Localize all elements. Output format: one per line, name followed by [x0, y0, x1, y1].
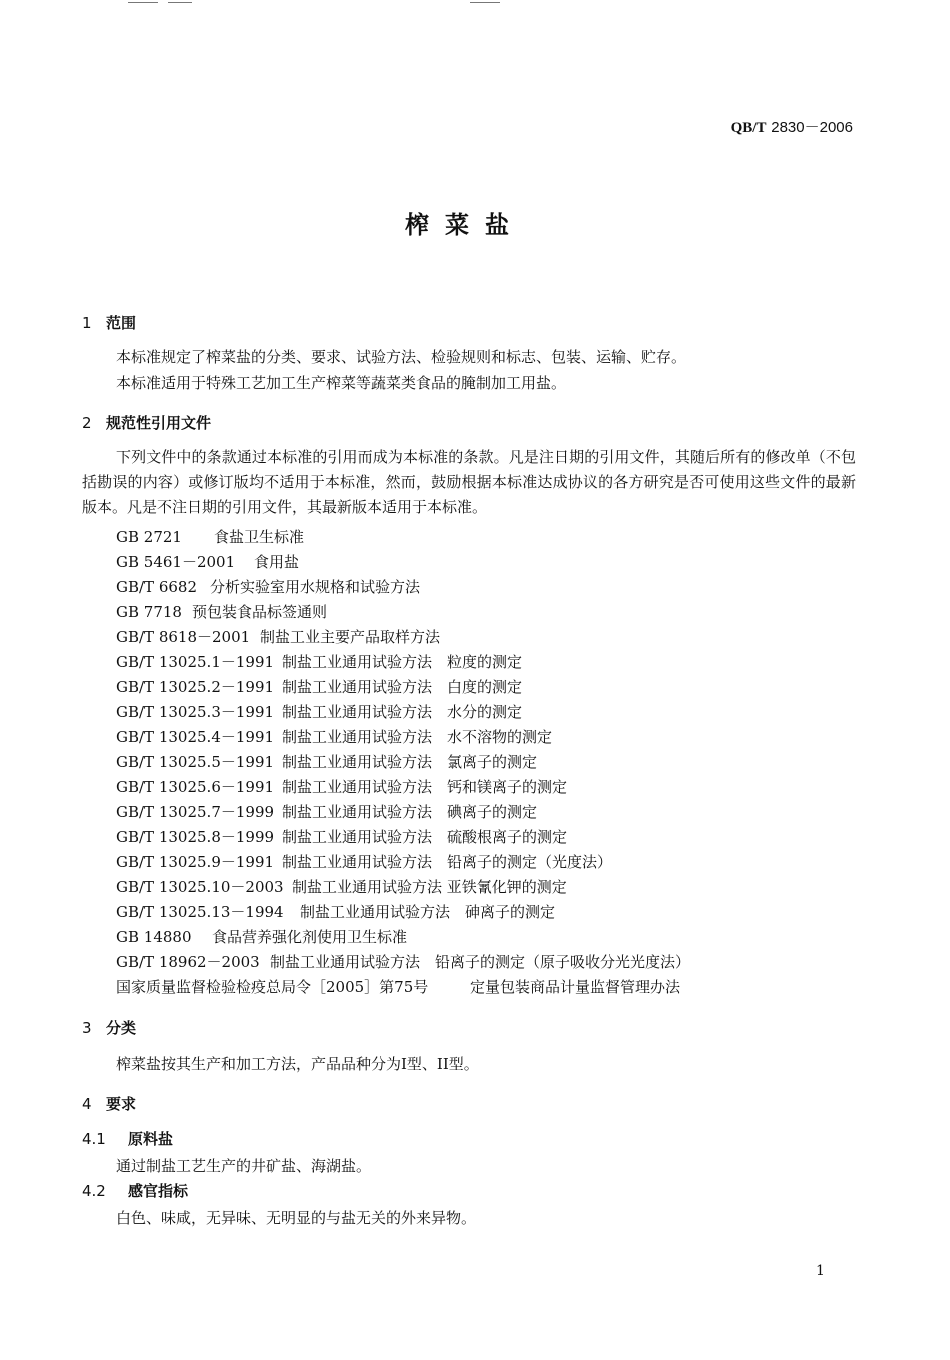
subsection-number: 4.2	[82, 1182, 106, 1200]
reference-item	[116, 601, 327, 622]
reference-item	[116, 751, 537, 772]
reference-title: 制盐工业通用试验方法 砷离子的测定	[300, 903, 556, 921]
section-number: 4	[82, 1095, 92, 1113]
subsection-title: 感官指标	[128, 1182, 189, 1200]
section-number: 3	[82, 1019, 92, 1037]
reference-code: GB/T 13025.6－1991	[116, 778, 275, 796]
section-4-heading	[82, 1093, 136, 1114]
reference-code: GB 5461－2001	[116, 553, 236, 571]
section-title: 范围	[106, 314, 137, 332]
reference-item	[116, 876, 567, 897]
reference-item	[116, 851, 612, 872]
reference-item	[116, 676, 522, 697]
reference-code: GB/T 13025.10－2003	[116, 878, 284, 896]
subsection-4-1-heading	[82, 1128, 173, 1149]
scan-top-marks	[0, 0, 950, 6]
reference-code: GB/T 13025.7－1999	[116, 803, 275, 821]
reference-code: GB 2721	[116, 528, 182, 546]
standard-number: 2830－2006	[771, 119, 853, 136]
reference-item	[116, 626, 440, 647]
subsection-title: 原料盐	[128, 1130, 174, 1148]
reference-title: 制盐工业通用试验方法 水分的测定	[282, 703, 523, 721]
page-number: 1	[816, 1263, 825, 1279]
reference-item	[116, 826, 567, 847]
reference-item	[116, 901, 555, 922]
reference-title: 预包装食品标签通则	[192, 603, 328, 621]
reference-code: 国家质量监督检验检疫总局令［2005］第75号	[116, 978, 429, 996]
document-title: 榨菜盐	[405, 211, 525, 239]
reference-code: GB/T 13025.4－1991	[116, 728, 275, 746]
reference-code: GB/T 18962－2003	[116, 953, 260, 971]
paragraph: 通过制盐工艺生产的井矿盐、海湖盐。	[116, 1157, 372, 1175]
subsection-4-2-heading	[82, 1180, 188, 1201]
reference-title: 制盐工业通用试验方法 铅离子的测定（原子吸收分光光度法）	[270, 953, 691, 971]
reference-title: 制盐工业通用试验方法 水不溶物的测定	[282, 728, 553, 746]
section-number: 1	[82, 314, 92, 332]
paragraph: 榨菜盐按其生产和加工方法，产品品种分为I型、II型。	[116, 1055, 479, 1073]
section-1-heading	[82, 312, 136, 333]
reference-title: 食盐卫生标准	[214, 528, 305, 546]
reference-title: 制盐工业通用试验方法 铅离子的测定（光度法）	[282, 853, 613, 871]
section-2-heading	[82, 412, 211, 433]
reference-title: 制盐工业通用试验方法 钙和镁离子的测定	[282, 778, 568, 796]
reference-title: 定量包装商品计量监督管理办法	[470, 978, 681, 996]
reference-code: GB/T 13025.9－1991	[116, 853, 275, 871]
reference-title: 制盐工业主要产品取样方法	[260, 628, 441, 646]
reference-title: 制盐工业通用试验方法 硫酸根离子的测定	[282, 828, 568, 846]
reference-code: GB 7718	[116, 603, 182, 621]
reference-title: 制盐工业通用试验方法 亚铁氰化钾的测定	[292, 878, 567, 896]
reference-code: GB/T 13025.1－1991	[116, 653, 275, 671]
reference-item	[116, 551, 299, 572]
reference-title: 制盐工业通用试验方法 白度的测定	[282, 678, 523, 696]
reference-title: 制盐工业通用试验方法 碘离子的测定	[282, 803, 538, 821]
section-title: 分类	[106, 1019, 137, 1037]
standard-code	[731, 116, 853, 137]
reference-item	[116, 951, 690, 972]
subsection-number: 4.1	[82, 1130, 106, 1148]
reference-code: GB/T 13025.13－1994	[116, 903, 284, 921]
reference-code: GB/T 13025.5－1991	[116, 753, 275, 771]
section-title: 规范性引用文件	[106, 414, 212, 432]
reference-code: GB/T 6682	[116, 578, 198, 596]
reference-code: GB/T 8618－2001	[116, 628, 251, 646]
reference-title: 食品营养强化剂使用卫生标准	[212, 928, 408, 946]
paragraph: 本标准适用于特殊工艺加工生产榨菜等蔬菜类食品的腌制加工用盐。	[116, 374, 567, 392]
reference-code: GB/T 13025.8－1999	[116, 828, 275, 846]
paragraph: 白色、味咸，无异味、无明显的与盐无关的外来异物。	[116, 1209, 477, 1227]
reference-item	[116, 776, 567, 797]
reference-code: GB/T 13025.2－1991	[116, 678, 275, 696]
reference-item	[116, 801, 537, 822]
reference-title: 制盐工业通用试验方法 氯离子的测定	[282, 753, 538, 771]
reference-item	[116, 526, 304, 547]
reference-title: 制盐工业通用试验方法 粒度的测定	[282, 653, 523, 671]
standard-prefix: QB/T	[730, 120, 767, 136]
reference-item	[116, 976, 680, 997]
section-title: 要求	[106, 1095, 137, 1113]
reference-item	[116, 926, 407, 947]
reference-code: GB 14880	[116, 928, 192, 946]
reference-item	[116, 576, 420, 597]
reference-item	[116, 651, 522, 672]
reference-title: 食用盐	[254, 553, 300, 571]
references-intro: 下列文件中的条款通过本标准的引用而成为本标准的条款。凡是注日期的引用文件，其随后所有的修改单（不包括勘误的内容）或修订版均不适用于本标准，然而，鼓励根据本标准达成协议的各方研究是否可使用这些文件的最新版本。凡是不注日期的引用文件，其最新版本适用于本标准。	[82, 448, 856, 516]
reference-item	[116, 726, 552, 747]
reference-item	[116, 701, 522, 722]
section-3-heading	[82, 1017, 136, 1038]
paragraph: 本标准规定了榨菜盐的分类、要求、试验方法、检验规则和标志、包装、运输、贮存。	[116, 348, 687, 366]
section-number: 2	[82, 414, 92, 432]
reference-code: GB/T 13025.3－1991	[116, 703, 275, 721]
reference-title: 分析实验室用水规格和试验方法	[210, 578, 421, 596]
